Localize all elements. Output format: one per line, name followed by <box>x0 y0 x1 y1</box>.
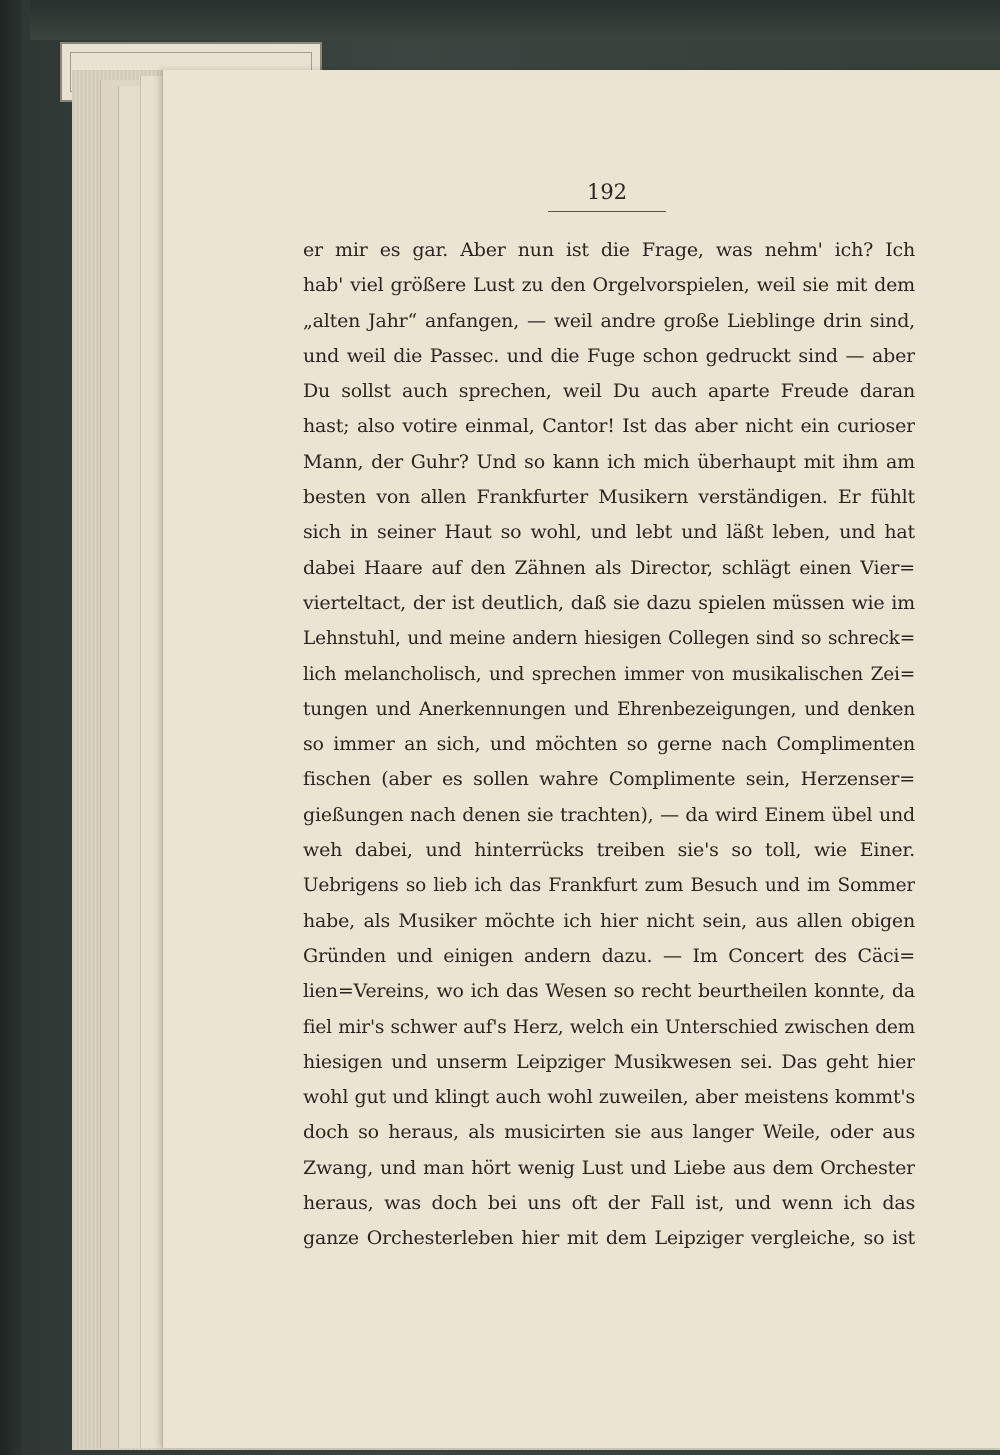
text-line: doch so heraus, als musicirten sie aus langer Weile, oder aus <box>303 1121 915 1144</box>
text-line: heraus, was doch bei uns oft der Fall ist, und wenn ich das <box>303 1192 915 1215</box>
text-line: Gründen und einigen andern dazu. — Im Concert des Cäci= <box>303 944 915 967</box>
text-line: tungen und Anerkennungen und Ehrenbezeigungen, und denken <box>303 698 915 720</box>
text-line: gießungen nach denen sie trachten), — da wird Einem übel und <box>303 803 915 826</box>
text-line: so immer an sich, und möchten so gerne nach Complimenten <box>303 733 915 756</box>
body-text <box>303 233 915 1257</box>
text-line: er mir es gar. Aber nun ist die Frage, was nehm' ich? Ich <box>303 239 915 261</box>
text-line: dabei Haare auf den Zähnen als Director, schlägt einen Vier= <box>303 556 915 579</box>
text-line: Du sollst auch sprechen, weil Du auch aparte Freude daran <box>303 380 915 403</box>
cover-top-edge <box>30 0 1000 40</box>
text-line: Zwang, und man hört wenig Lust und Liebe aus dem Orchester <box>303 1156 915 1179</box>
text-line: fiel mir's schwer auf's Herz, welch ein Unterschied zwischen dem <box>303 1016 915 1038</box>
text-line: Uebrigens so lieb ich das Frankfurt zum Besuch und im Sommer <box>303 875 915 897</box>
text-line: hab' viel größere Lust zu den Orgelvorspielen, weil sie mit dem <box>303 274 915 297</box>
text-line: fischen (aber es sollen wahre Complimente sein, Herzenser= <box>303 768 915 791</box>
text-line: lien=Vereins, wo ich das Wesen so recht beurtheilen konnte, da <box>303 980 915 1003</box>
text-line: habe, als Musiker möchte ich hier nicht sein, aus allen obigen <box>303 909 915 932</box>
text-line: Mann, der Guhr? Und so kann ich mich überhaupt mit ihm am <box>303 450 915 473</box>
text-line: ganze Orchesterleben hier mit dem Leipziger vergleiche, so ist <box>303 1227 915 1250</box>
text-line: sich in seiner Haut so wohl, und lebt und läßt leben, und hat <box>303 521 915 544</box>
page-number: 192 <box>586 180 628 204</box>
book-spine <box>0 0 22 1455</box>
text-line: hast; also votire einmal, Cantor! Ist das aber nicht ein curioser <box>303 415 915 438</box>
text-line: wohl gut und klingt auch wohl zuweilen, aber meistens kommt's <box>303 1086 915 1109</box>
text-line: „alten Jahr“ anfangen, — weil andre große Lieblinge drin sind, <box>303 309 915 332</box>
text-line: und weil die Passec. und die Fuge schon gedruckt sind — aber <box>303 344 915 367</box>
text-line: weh dabei, und hinterrücks treiben sie's so toll, wie Einer. <box>303 839 915 862</box>
text-line: vierteltact, der ist deutlich, daß sie dazu spielen müssen wie im <box>303 591 915 614</box>
page-number-rule <box>548 211 666 212</box>
text-line: Lehnstuhl, und meine andern hiesigen Collegen sind so schreck= <box>303 628 915 650</box>
text-line: lich melancholisch, und sprechen immer von musikalischen Zei= <box>303 663 915 685</box>
text-line: besten von allen Frankfurter Musikern verständigen. Er fühlt <box>303 486 915 509</box>
text-line: hiesigen und unserm Leipziger Musikwesen sei. Das geht hier <box>303 1050 915 1073</box>
